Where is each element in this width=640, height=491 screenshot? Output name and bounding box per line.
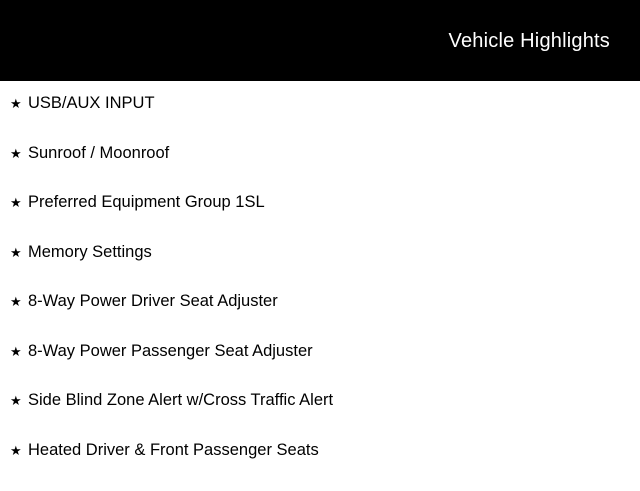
- list-item: [0, 392, 640, 442]
- list-item-label: Sunroof / Moonroof: [28, 145, 169, 162]
- star-icon: ★: [10, 345, 28, 358]
- list-item: [0, 343, 640, 393]
- list-item: [0, 145, 640, 195]
- list-item-label: Heated Driver & Front Passenger Seats: [28, 442, 319, 459]
- star-icon: ★: [10, 394, 28, 407]
- star-icon: ★: [10, 196, 28, 209]
- list-item: [0, 194, 640, 244]
- list-item-label: 8-Way Power Passenger Seat Adjuster: [28, 343, 313, 360]
- highlights-list: [0, 81, 640, 491]
- list-item-label: Memory Settings: [28, 244, 152, 261]
- star-icon: ★: [10, 97, 28, 110]
- star-icon: ★: [10, 444, 28, 457]
- page-title: Vehicle Highlights: [449, 31, 610, 51]
- list-item: [0, 244, 640, 294]
- list-item-label: 8-Way Power Driver Seat Adjuster: [28, 293, 278, 310]
- list-item-label: Side Blind Zone Alert w/Cross Traffic Alert: [28, 392, 333, 409]
- list-item-label: USB/AUX INPUT: [28, 95, 155, 112]
- list-item: [0, 95, 640, 145]
- star-icon: ★: [10, 147, 28, 160]
- star-icon: ★: [10, 246, 28, 259]
- list-item: [0, 293, 640, 343]
- list-item-label: Preferred Equipment Group 1SL: [28, 194, 265, 211]
- star-icon: ★: [10, 295, 28, 308]
- page-header: [0, 0, 640, 81]
- list-item: [0, 442, 640, 491]
